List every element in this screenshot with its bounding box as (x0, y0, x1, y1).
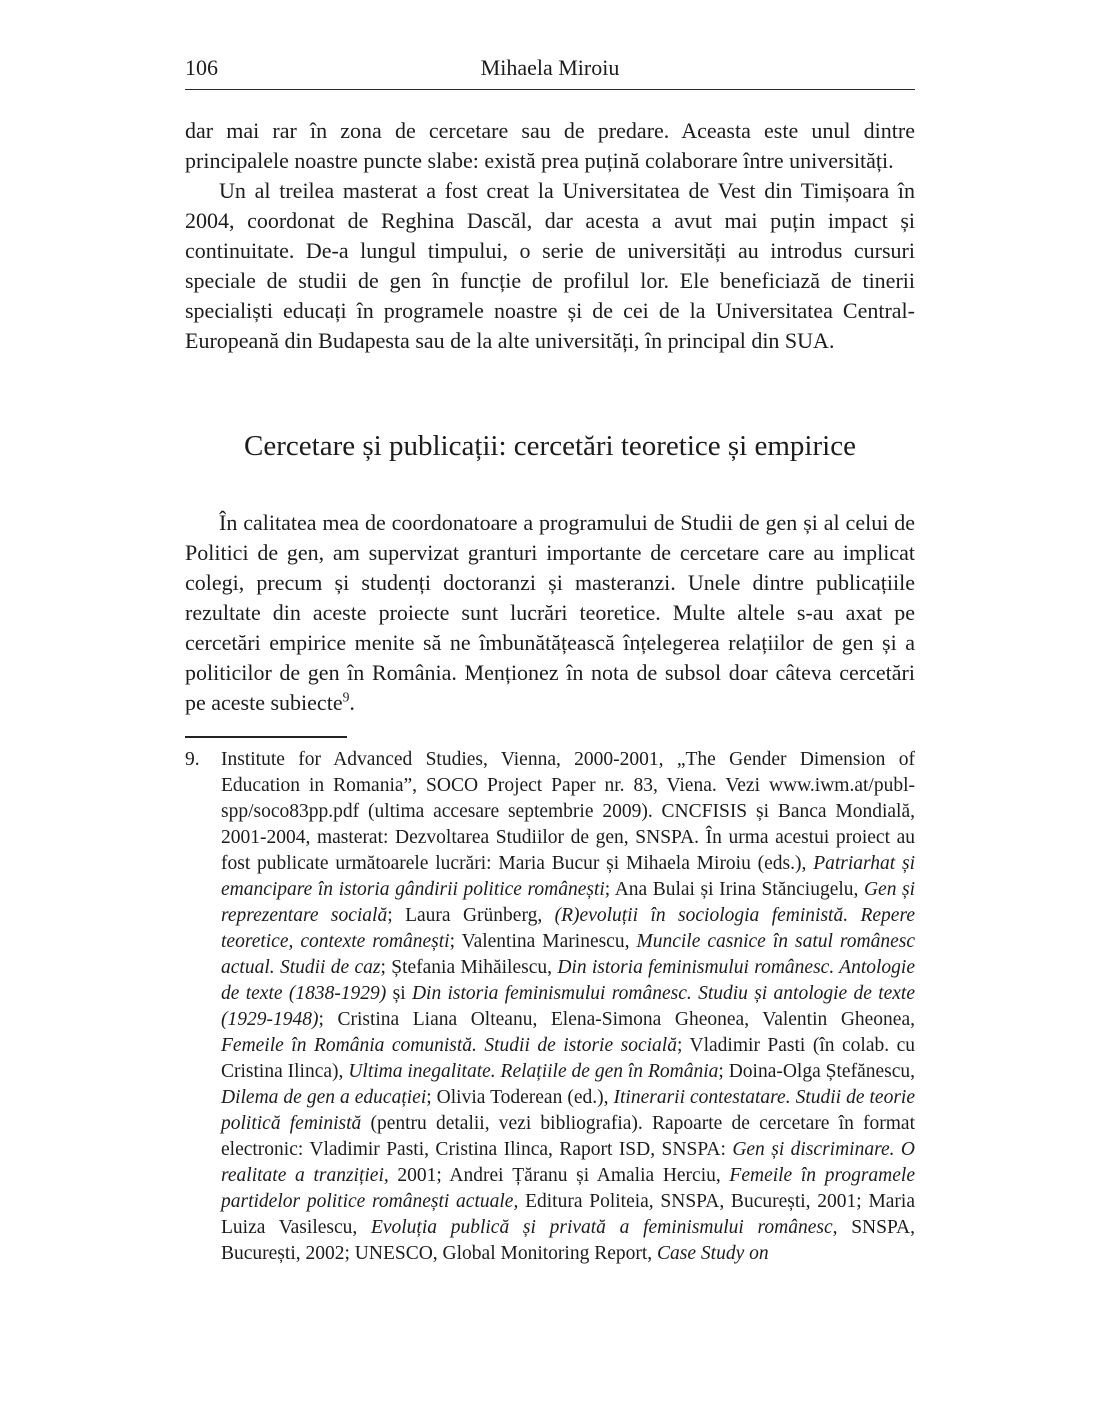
page-header (185, 54, 915, 82)
footnote-segment: ; Laura Grünberg, (387, 905, 555, 926)
footnote-segment: ; Ana Bulai și Irina Stănciugelu, (604, 879, 864, 900)
page-number: 106 (185, 55, 218, 80)
footnote-segment: ; Olivia Toderean (ed.), (426, 1087, 614, 1108)
footnote-segment: 2001; Andrei Țăranu și Amalia Herciu, (388, 1165, 730, 1186)
footnote-work-title: (R)evoluții în sociologia feministă. Repere teoretice, contexte românești (221, 905, 915, 952)
footnote-work-title: Muncile casnice în satul românesc actual. Studii de caz (221, 931, 915, 978)
footnote-segment: și (386, 983, 412, 1004)
footnote-segment: ; Cristina Liana Olteanu, Elena-Simona Gheonea, Valentin Gheonea, (318, 1009, 915, 1030)
page-content (185, 54, 915, 1267)
footnote-segment: Institute for Advanced Studies, Vienna, 2000-2001, „The Gender Dimension of Education in Romania”, SOCO Project Paper nr. 83, Viena. Vezi www.iwm.at/publ-spp/soco83pp.pdf (ultima accesare septembrie 2009). CNCFISIS și Banca Mondială, 2001-2004, masterat: Dezvoltarea Studiilor de gen, SNSPA. În urma acestui proiect au fost publicate următoarele lucrări: Maria Bucur și Mihaela Miroiu (eds.), (221, 749, 915, 874)
footnote-work-title: Case Study on (657, 1243, 769, 1264)
footnote-marker: 9. (185, 749, 200, 770)
footnote-work-title: Femeile în programele partidelor politice românești actuale, (221, 1165, 915, 1212)
footnote-segment: ; Valentina Marinescu, (449, 931, 637, 952)
paragraph: dar mai rar în zona de cercetare sau de predare. Aceasta este unul dintre principalele noastre puncte slabe: există prea puțină colaborare între universități. (185, 118, 915, 173)
footnote-work-title: Femeile în România comunistă. Studii de istorie socială (221, 1035, 677, 1056)
footnote-segment: Editura Politeia, SNSPA, București, 2001; Maria Luiza Vasilescu, (221, 1191, 915, 1238)
footnote-segment: ; Vladimir Pasti (în colab. cu Cristina Ilinca), (221, 1035, 916, 1082)
footnote-work-title: Evoluția publică și privată a feminismului românesc (370, 1217, 833, 1238)
footnote (185, 747, 915, 1267)
section-heading: Cercetare și publicații: cercetări teoretice și empirice (244, 430, 856, 462)
footnote-work-title: Din istoria feminismului românesc. Studiu și antologie de texte (1929-1948) (221, 983, 915, 1030)
paragraph (185, 508, 915, 718)
paragraph-text: În calitatea mea de coordonatoare a programului de Studii de gen și al celui de Politici de gen, am supervizat granturi importante de cercetare care au implicat colegi, precum și studenți doctoranzi și masteranzi. Unele dintre publicațiile rezultate din aceste proiecte sunt lucrări teoretice. Multe altele s-au axat pe cercetări empirice menite să ne îmbunătățească înțelegerea relațiilor de gen și a politicilor de gen în România. Menționez în nota de subsol doar câteva cercetări pe aceste subiecte (185, 510, 915, 715)
footnote-segment: (pentru detalii, vezi bibliografia). Rapoarte de cercetare în format electronic: Vladimir Pasti, Cristina Ilinca, Raport ISD, SNSPA: (221, 1113, 915, 1160)
footnote-text (221, 747, 915, 1267)
footnote-rule (185, 736, 347, 738)
footnote-work-title: Gen și discriminare. O realitate a tranziției, (221, 1139, 916, 1186)
footnote-work-title: Ultima inegalitate. Relațiile de gen în România (348, 1061, 719, 1082)
paragraph-text-after-ref: . (349, 690, 355, 715)
body-text (185, 116, 915, 718)
footnote-work-title: Din istoria feminismului românesc. Antologie de texte (1838-1929) (221, 957, 915, 1004)
paragraph: Un al treilea masterat a fost creat la Universitatea de Vest din Timișoara în 2004, coordonat de Reghina Dascăl, dar acesta a avut mai puțin impact și continuitate. De-a lungul timpului, o serie de universități au introdus cursuri speciale de studii de gen în funcție de profilul lor. Ele beneficiază de tinerii specialiști educați în programele noastre și de cei de la Universitatea Central-Europeană din Budapesta sau de la alte universități, în principal din SUA. (185, 178, 915, 353)
footnote-work-title: Patriarhat și emancipare în istoria gândirii politice românești (221, 853, 916, 900)
footnote-segment: ; Doina-Olga Ștefănescu, (718, 1061, 915, 1082)
running-head: Mihaela Miroiu (480, 55, 620, 80)
footnote-reference: 9 (342, 689, 350, 705)
footnote-work-title: Dilema de gen a educației (221, 1087, 427, 1108)
footnote-work-title: Gen și reprezentare socială (221, 879, 915, 926)
footnote-segment: ; Ștefania Mihăilescu, (380, 957, 558, 978)
footnote-segment: , SNSPA, București, 2002; UNESCO, Global Monitoring Report, (221, 1217, 915, 1264)
footnote-work-title: Itinerarii contestatare. Studii de teorie politică feministă (221, 1087, 916, 1134)
header-rule (185, 89, 915, 90)
